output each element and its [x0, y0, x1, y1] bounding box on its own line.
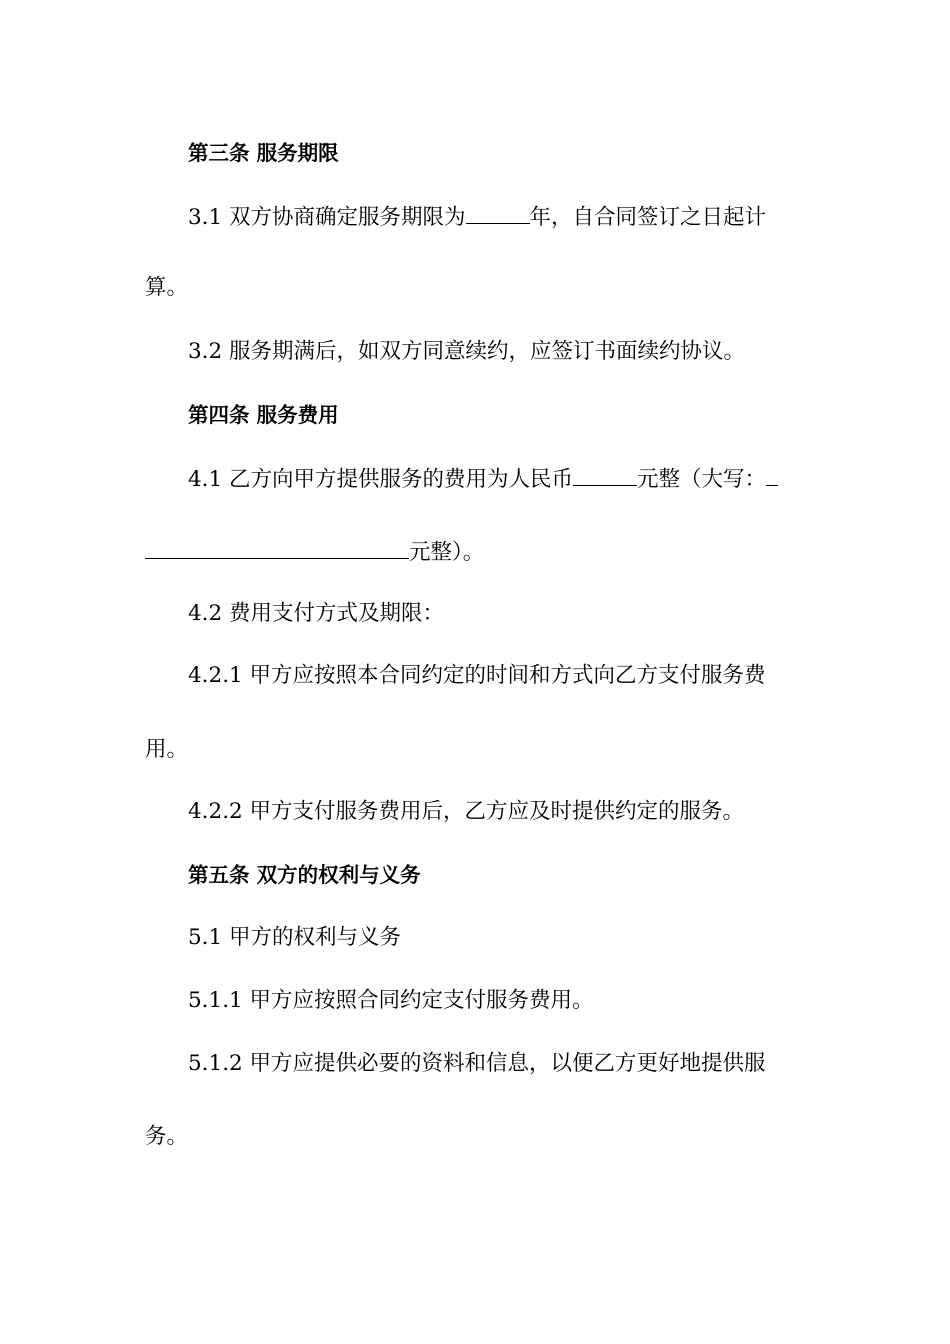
clause-5-1-2-line-1: 5.1.2 甲方应提供必要的资料和信息，以便乙方更好地提供服: [188, 1051, 766, 1076]
clause-4-1-text-c: 元整）。: [409, 540, 485, 565]
fee-words-blank: [145, 536, 409, 559]
clause-5-1-2-line-2: 务。: [145, 1124, 189, 1149]
clause-4-2-1-line-1: 4.2.1 甲方应按照本合同约定的时间和方式向乙方支付服务费: [188, 663, 766, 688]
clause-4-2-1-line-2: 用。: [145, 737, 189, 762]
clause-3-1-text-a: 3.1 双方协商确定服务期限为: [188, 205, 466, 230]
clause-4-2-2: 4.2.2 甲方支付服务费用后，乙方应及时提供约定的服务。: [188, 799, 745, 824]
article-4-heading: 第四条 服务费用: [188, 403, 339, 427]
fee-amount-blank: [573, 463, 637, 486]
clause-5-1-1: 5.1.1 甲方应按照合同约定支付服务费用。: [188, 988, 594, 1013]
article-5-heading: 第五条 双方的权利与义务: [188, 863, 421, 887]
clause-3-1-text-b: 年，自合同签订之日起计: [529, 205, 767, 230]
clause-5-1: 5.1 甲方的权利与义务: [188, 925, 402, 950]
clause-4-2: 4.2 费用支付方式及期限：: [188, 601, 445, 626]
clause-3-2: 3.2 服务期满后，如双方同意续约，应签订书面续约协议。: [188, 339, 746, 364]
clause-4-1-line-2: [145, 536, 810, 567]
term-years-blank: [466, 201, 530, 224]
clause-3-1-line-2: 算。: [145, 275, 189, 300]
fee-words-blank-start: [766, 463, 778, 486]
clause-3-1-line-1: [188, 201, 810, 232]
clause-4-1-line-1: [188, 463, 810, 494]
clause-4-1-text-b: 元整（大写：: [637, 467, 767, 492]
article-3-heading: 第三条 服务期限: [188, 141, 339, 165]
clause-4-1-text-a: 4.1 乙方向甲方提供服务的费用为人民币: [188, 467, 574, 492]
